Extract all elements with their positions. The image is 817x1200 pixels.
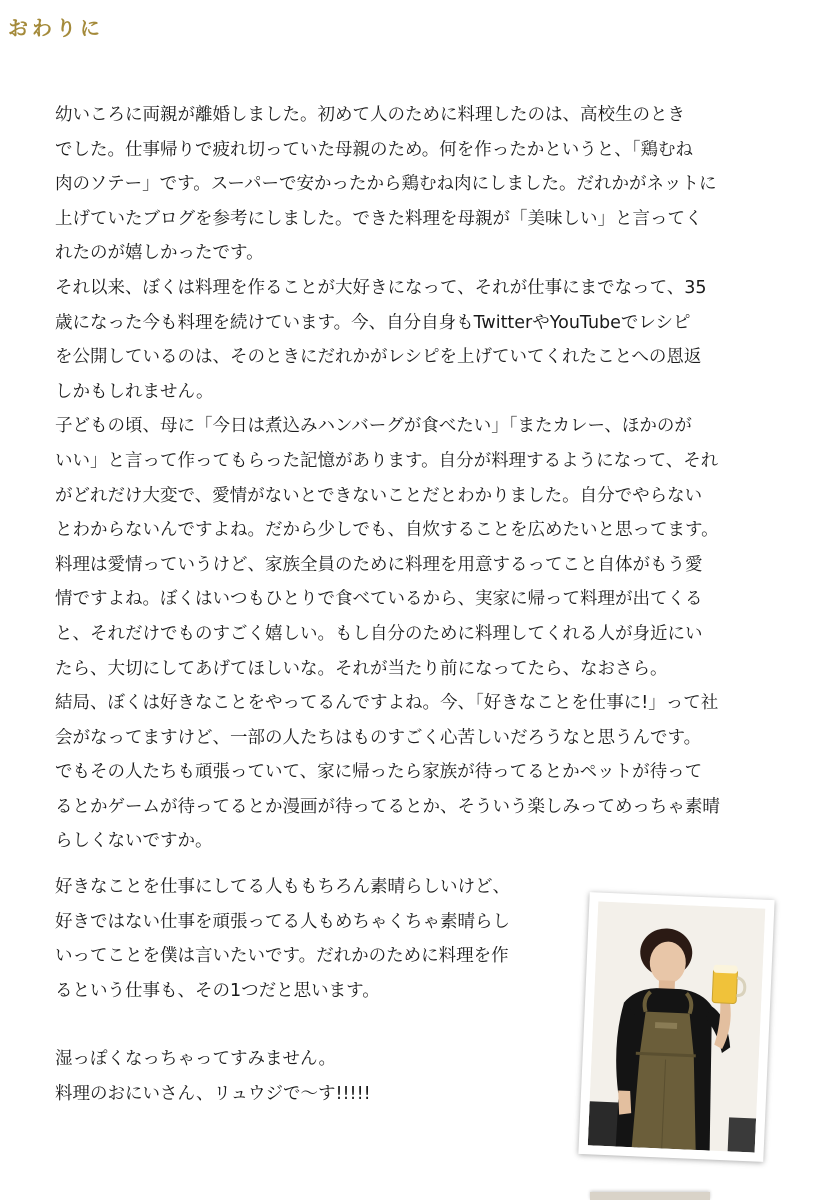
body-text	[55, 98, 763, 859]
closing-block	[55, 1042, 565, 1111]
paragraph: 好きなことを仕事にしてる人ももちろん素晴らしいけど、 好きではない仕事を頑張ってる人もめちゃくちゃ素晴らし いってことを僕は言いたいです。だれかのために料理を作 るという仕事も、その1つだと思います。	[55, 877, 510, 1001]
chef-portrait-illustration	[588, 901, 765, 1152]
paragraph: それ以来、ぼくは料理を作ることが大好きになって、それが仕事にまでなって、35 歳になった今も料理を続けています。今、自分自身もTwitterやYouTubeでレシピ を公開しているのは、そのときにだれかがレシピを上げていてくれたことへの恩返 しかもしれません。	[55, 277, 707, 402]
wrapped-paragraph-block	[55, 870, 565, 1008]
paragraph: 料理は愛情っていうけど、家族全員のために料理を用意するってこと自体がもう愛 情ですよね。ぼくはいつもひとりで食べているから、実家に帰って料理が出てくる と、それだけでものすごく嬉しい。もし自分のために料理してくれる人が身近にい たら、大切にしてあげてほしいな。それが当たり前になってたら、なおさら。	[55, 554, 703, 679]
polaroid-photo	[578, 892, 774, 1162]
paragraph: 子どもの頃、母に「今日は煮込みハンバーグが食べたい」「またカレー、ほかのが いい」と言って作ってもらった記憶があります。自分が料理するようになって、それ がどれだけ大変で、愛情がないとできないことだとわかりました。自分でやらない とわからないんですよね。だから少しでも、自炊することを広めたいと思ってます。	[55, 416, 719, 541]
next-photo-edge	[590, 1192, 710, 1200]
paragraph: 結局、ぼくは好きなことをやってるんですよね。今、「好きなことを仕事に!」って社 会がなってますけど、一部の人たちはものすごく心苦しいだろうなと思うんです。 でもその人たちも頑張っていて、家に帰ったら家族が待ってるとかペットが待って るとかゲームが待ってるとか漫画が待ってるとか、そういう楽しみってめっちゃ素晴 らしくないですか。	[55, 693, 720, 852]
closing-line: 湿っぽくなっちゃってすみません。	[55, 1049, 337, 1069]
section-heading: おわりに	[8, 16, 104, 40]
closing-line: 料理のおにいさん、リュウジで〜す!!!!!	[55, 1083, 371, 1104]
paragraph: 幼いころに両親が離婚しました。初めて人のために料理したのは、高校生のとき でした。仕事帰りで疲れ切っていた母親のため。何を作ったかというと、「鶏むね 肉のソテー」です。スーパーで安かったから鶏むね肉にしました。だれかがネットに 上げていたブログを参考にしました。できた料理を母親が「美味しい」と言ってく れたのが嬉しかったです。	[55, 105, 717, 264]
photo-image	[588, 901, 765, 1152]
